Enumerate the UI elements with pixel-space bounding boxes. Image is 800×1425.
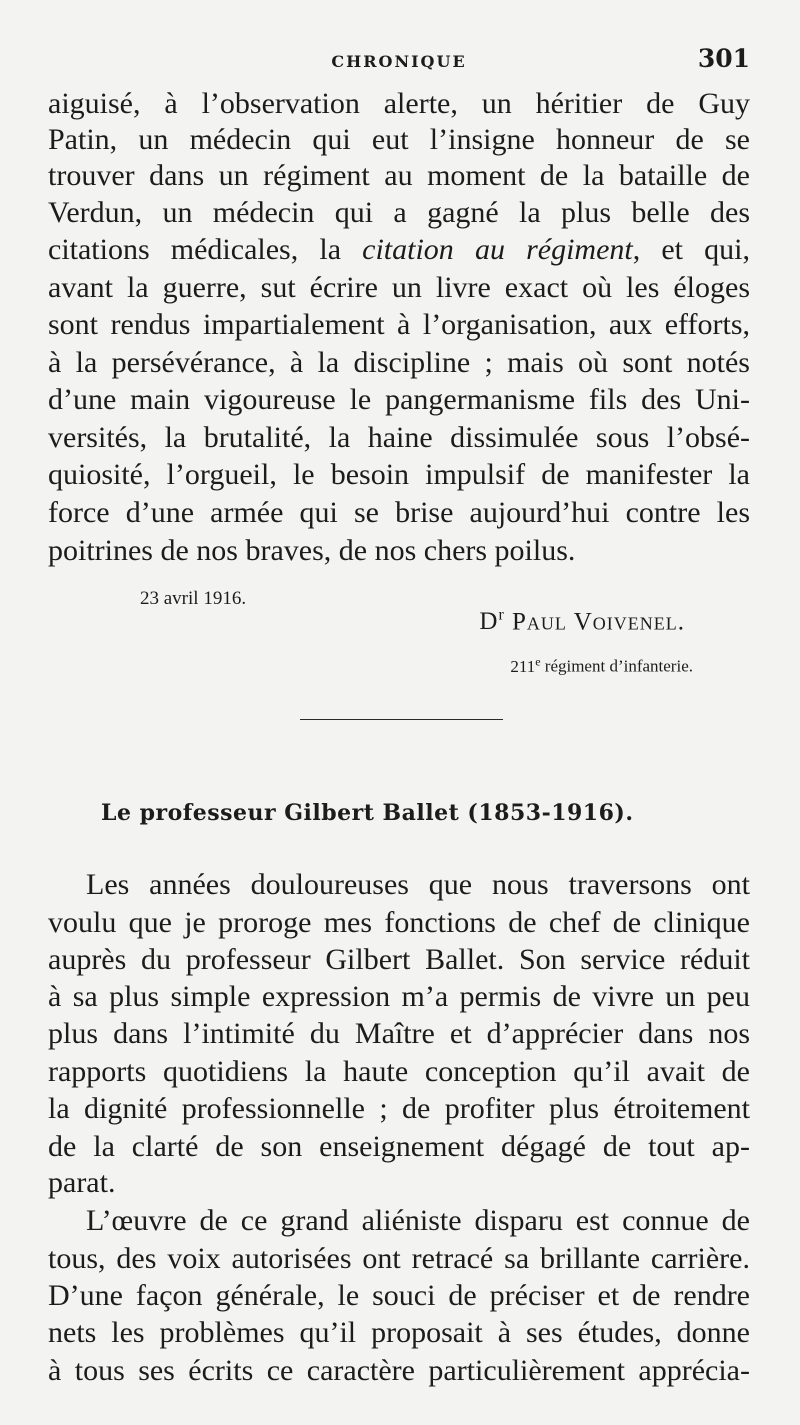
text-line: poitrines de nos braves, de nos chers poilus. bbox=[48, 534, 576, 567]
title-abbr: $D^r$ bbox=[479, 607, 505, 636]
author-name: Paul Voivenel. bbox=[512, 608, 685, 636]
text-line: Verdun, un médecin qui a gagné la plus belle des bbox=[48, 196, 750, 229]
running-head: CHRONIQUE bbox=[331, 52, 467, 71]
author-affiliation bbox=[510, 654, 693, 677]
text-line: nets les problèmes qu’il proposait à ses études, donne bbox=[48, 1316, 750, 1349]
author-signature bbox=[479, 607, 685, 636]
page-number: 301 bbox=[697, 44, 750, 73]
text-line: L’œuvre de ce grand aliéniste disparu est connue de bbox=[86, 1204, 750, 1237]
text-line: la dignité professionnelle ; de profiter plus étroitement bbox=[48, 1092, 750, 1125]
text-line: à tous ses écrits ce caractère particulièrement apprécia- bbox=[48, 1354, 750, 1387]
date-line: 23 avril 1916. bbox=[140, 588, 247, 609]
affiliation-text: régiment d’infanterie. bbox=[540, 656, 693, 676]
text-line: à sa plus simple expression m’a permis de vivre un peu bbox=[48, 980, 750, 1013]
page-header bbox=[48, 44, 750, 78]
italic-phrase: citation au régiment bbox=[362, 233, 633, 266]
text-line: auprès du professeur Gilbert Ballet. Son service réduit bbox=[48, 943, 750, 976]
text-line: de la clarté de son enseignement dégagé de tout ap- bbox=[48, 1130, 750, 1163]
text-line: avant la guerre, sut écrire un livre exact où les éloges bbox=[48, 271, 750, 304]
text-line: plus dans l’intimité du Maître et d’apprécier dans nos bbox=[48, 1017, 750, 1050]
text-line: parat. bbox=[48, 1166, 116, 1199]
text-line: versités, la brutalité, la haine dissimulée sous l’obsé- bbox=[48, 421, 750, 454]
affiliation-ordinal: 211e bbox=[510, 654, 541, 676]
text-line: Les années douloureuses que nous traversons ont bbox=[86, 868, 750, 901]
text-line: quiosité, l’orgueil, le besoin impulsif de manifester la bbox=[48, 458, 750, 491]
text-line: aiguisé, à l’observation alerte, un héritier de Guy bbox=[48, 87, 750, 120]
section-divider bbox=[300, 719, 503, 720]
text-line bbox=[48, 230, 750, 270]
text-line: D’une façon générale, le souci de préciser et de rendre bbox=[48, 1279, 750, 1312]
text-line: voulu que je proroge mes fonctions de chef de clinique bbox=[48, 906, 750, 939]
text-line: tous, des voix autorisées ont retracé sa brillante carrière. bbox=[48, 1242, 750, 1275]
text-line: à la persévérance, à la discipline ; mais où sont notés bbox=[48, 346, 750, 379]
text-line: force d’une armée qui se brise aujourd’hui contre les bbox=[48, 496, 750, 529]
text-line: d’une main vigoureuse le pangermanisme fils des Uni- bbox=[48, 383, 750, 416]
text-run: , et qui, bbox=[632, 233, 750, 266]
text-line: rapports quotidiens la haute conception qu’il avait de bbox=[48, 1055, 750, 1088]
text-line: trouver dans un régiment au moment de la bataille de bbox=[48, 159, 750, 192]
text-line: Patin, un médecin qui eut l’insigne honneur de se bbox=[48, 123, 750, 156]
section-heading: Le professeur Gilbert Ballet (1853-1916). bbox=[101, 800, 634, 826]
text-run: citations médicales, la bbox=[48, 233, 363, 266]
text-line: sont rendus impartialement à l’organisation, aux efforts, bbox=[48, 308, 750, 341]
